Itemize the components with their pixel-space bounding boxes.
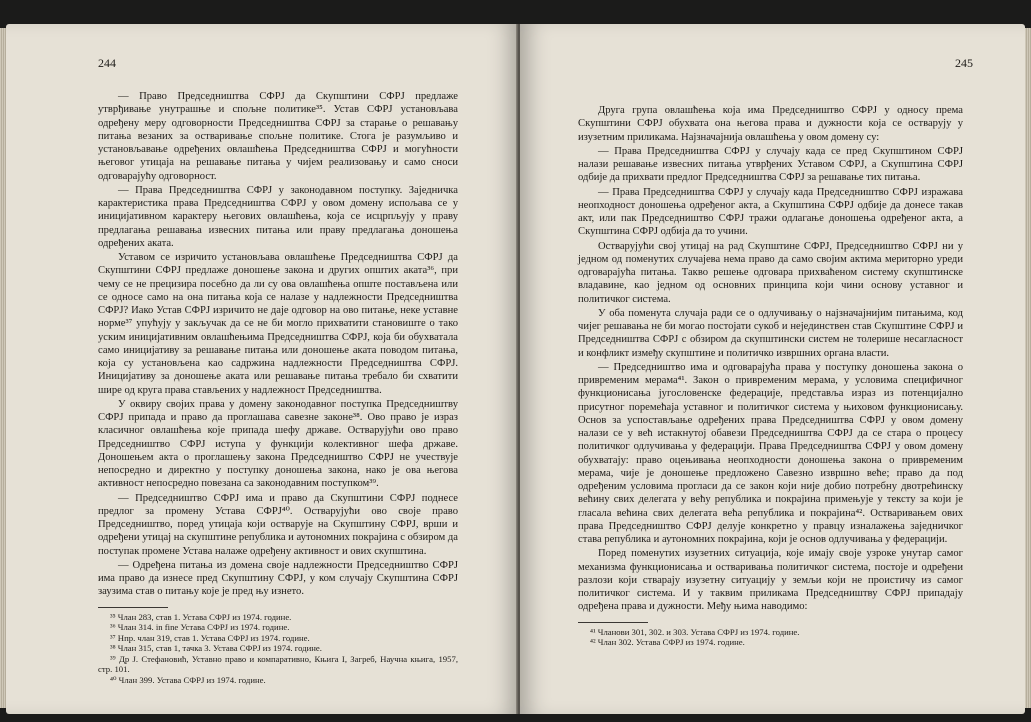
paragraph: У оба поменута случаја ради се о одлучивању о најзначајнијим питањима, код чијег решавања не би могао постојати сукоб и нејединствен став Скупштине СФРЈ и Председништва СФРЈ с обзиром да скупштински систем не толерише несагласност и конфликт између скупштине и политичко извршних органа власти. <box>578 307 963 359</box>
paragraph: Друга група овлашћења која има Председништво СФРЈ у односу према Скупштини СФРЈ обухвата она његова права и дужности која се остварују у изузетним приликама. Најзначајнија овлашћења у овом домену су: <box>578 105 963 143</box>
footnote: ³⁸ Члан 315, став 1, тачка 3. Устава СФРЈ из 1974. године. <box>110 643 322 654</box>
left-page <box>6 24 518 714</box>
page-number: 245 <box>955 56 973 70</box>
footnote: ⁴⁰ Члан 399. Устава СФРЈ из 1974. године. <box>110 675 266 686</box>
paragraph: У оквиру својих права у домену законодавног поступка Председништву СФРЈ припада и право да проглашава савезне законе³⁸. Ово право је израз класичног овлашћења које припада шефу државе. Остварујући ово право Председништво СФРЈ иступа у функцији колективног шефа државе. Доношењем акта о проглашењу закона Председништво СФРЈ не учествује непосредно и директно у поступку доношења закона, нако је ова његова активност непосредно повезана са законодавним поступком³⁹. <box>98 398 458 490</box>
footnote: ³⁹ Др Ј. Стефановић, Уставно право и компаративно, Књига I, Загреб, Научна књига, 1957, стр. 101. <box>98 653 458 675</box>
right-page-edges <box>1024 28 1031 708</box>
footnote: ⁴¹ Чланови 301, 302. и 303. Устава СФРЈ из 1974. године. <box>590 626 800 637</box>
paragraph: — Права Председништва СФРЈ у случају када се пред Скупштином СФРЈ налази решавање извесних питања утврђених Уставом СФРЈ, а Скупштина СФРЈ одбије да прихвати предлог Председништва СФРЈ за решавање тих питања. <box>578 145 963 184</box>
footnote: ³⁷ Нпр. члан 319, став 1. Устава СФРЈ из 1974. године. <box>110 632 310 643</box>
paragraph: — Одређена питања из домена своје надлежности Председништво СФРЈ има право да изнесе пред Скупштину СФРЈ, у ком случају Скупштина СФРЈ заузима став о питању које је пред њу изнето. <box>98 559 458 598</box>
footnote: ⁴² Члан 302. Устава СФРЈ из 1974. године. <box>590 637 745 648</box>
paragraph: Поред поменутих изузетних ситуација, које имају своје узроке унутар самог механизма функционисања и остваривања политичког система, постоје и одређени разлози који стварају изузетну ситуацију у земљи који не проистичу из самог политичког система. И у таквим приликама Председништву СФРЈ припадају одређена права и дужности. Међу њима наводимо: <box>578 548 963 613</box>
paragraph: — Права Председништва СФРЈ у законодавном поступку. Заједничка карактеристика права Председништва СФРЈ у овом домену испољава се у иницијативном карактеру његових овлашћења, која се исцрпљују у праву предлагања решавања извесних питања или праву предлагања доношења одређених аката. <box>98 184 458 249</box>
paragraph: — Права Председништва СФРЈ у случају када Председништво СФРЈ изражава неопходност доношења одређеног акта, а Скупштина СФРЈ одбије да донесе такав акт, или пак Председништво СФРЈ тражи одлагање доношења одређеног акта, а Скупштина СФРЈ одбија да то учини. <box>578 186 963 238</box>
page-number: 244 <box>98 56 116 70</box>
footnotes <box>98 612 458 686</box>
paragraph: — Право Председништва СФРЈ да Скупштини СФРЈ предлаже утврђивање унутрашње и спољне политике³⁵. Устав СФРЈ установљава одређену меру одговорности Председништва СФРЈ за старање о решавању питања везаних за остваривање спољне политике. Стога је разумљиво и установљавање одређених овлашћења Председништва СФРЈ и могућности његовог утицаја на решавање питања у чијем реализовању и само сноси одговарајућу одговорност. <box>98 91 458 182</box>
footnote-rule <box>578 622 648 623</box>
paragraph: Остварујући свој утицај на рад Скупштине СФРЈ, Председништво СФРЈ ни у једном од поменутих случајева нема право да само својим актима мериторно уреди одговарајућа питања. Такво решење одговара прихваћеном систему скупштинске владавине, као једном од основних принципа који чини основу уставног и политичког система. <box>578 240 963 305</box>
right-page <box>520 24 1025 714</box>
footnotes <box>578 627 963 648</box>
footnote: ³⁵ Члан 283, став 1. Устава СФРЈ из 1974. године. <box>110 611 292 622</box>
page-body <box>98 90 458 686</box>
paragraph: — Председништво СФРЈ има и право да Скупштини СФРЈ поднесе предлог за промену Устава СФРЈ⁴⁰. Остварујући ово своје право Председништво, поред утицаја који остварује на Скупштину СФРЈ, врши и одређени утицај на скупштине република и аутономних покрајина с обзиром да поступак промене Устава налаже одређену активност и ових скупштина. <box>98 492 458 557</box>
footnote-rule <box>98 607 168 608</box>
page-body <box>578 104 963 648</box>
footnote: ³⁶ Члан 314. in fine Устава СФРЈ из 1974. године. <box>110 622 290 633</box>
paragraph: Уставом се изричито установљава овлашћење Председништва СФРЈ да Скупштини СФРЈ предлаже доношење закона и других општих аката³⁶, при чему се не прецизира посебно да ли су ова овлашћења опште постављена или се односе само на она питања која се налазе у надлежности Председништва СФРЈ? Иако Устав СФРЈ изричито не даје одговор на ово питање, неке уставне норме³⁷ упућују у закључак да се не би могло прихватити становиште о тако уским иницијативним овлашћењима Председништва СФРЈ, која би обухватала само иницијативу за решавање питања или доношење аката поводом питања, која су установљена као садржина надлежности Председништва СФРЈ. Иницијативу за доношење аката или решавање питања требало би схватити шире од круга права стављених у надлежност Председништва. <box>98 252 458 396</box>
paragraph: — Председништво има и одговарајућа права у поступку доношења закона о привременим мерама⁴¹. Закон о привременим мерама, у условима специфичног функционисања југословенске федерације, представља израз из потенцијално присутног поремећаја уставног и политичког система у њиховом функционисању. Основ за успостављање одређених права Председништва СФРЈ у овом домену налази се у већ истакнутој обавези Председништва СФРЈ да се стара о процесу политичког одлучивања у федерацији. Права Председништва СФРЈ у овом домену обухватају: право оцењивања неопходности доношења закона о привременим мерама, чије је доношење предложено Савезно извршно веће; право да под одређеним условима прогласи да се закон који није добио потребну двотрећинску већину свих делегата у већу република и покрајина примењује у тексту за који је гласала већина свих делегата већа република и покрајина⁴². Остваривањем ових права Председништво СФРЈ делује конкретно у правцу изналажења заједничког става република и аутономних покрајина, који је основ одлучивања у федерацији. <box>578 361 963 545</box>
